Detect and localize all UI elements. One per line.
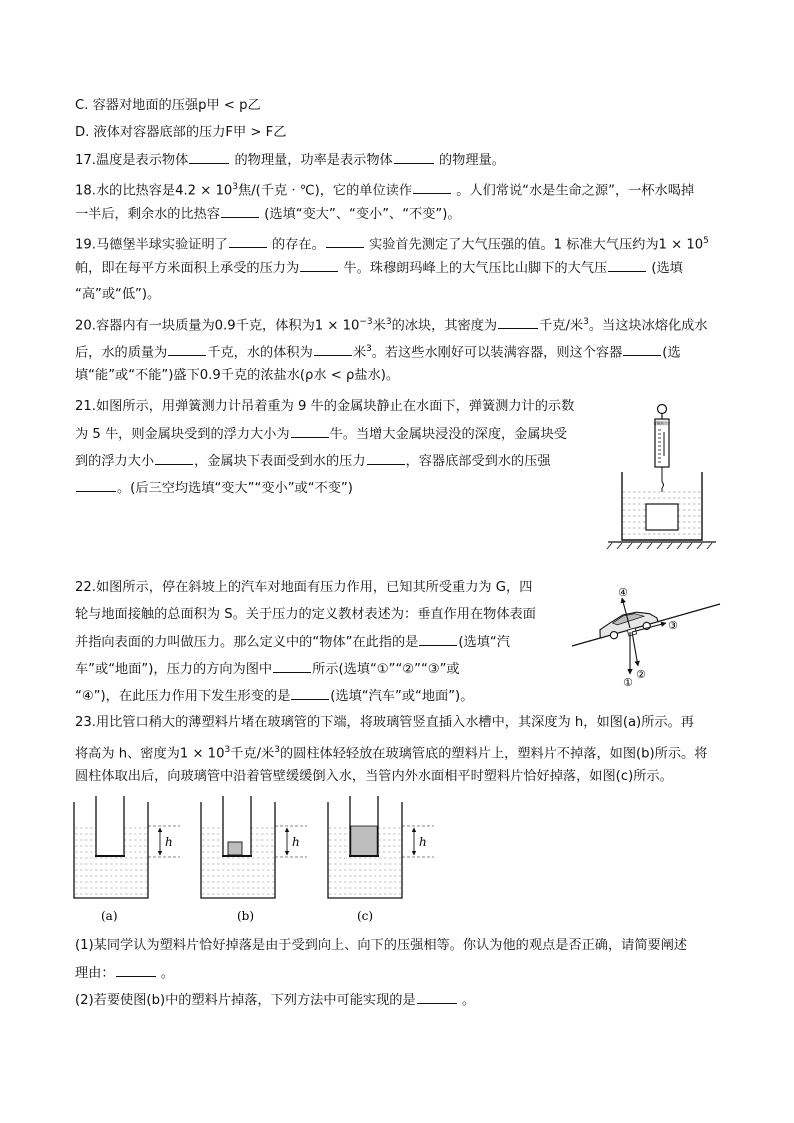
answer-blank[interactable] bbox=[155, 452, 193, 465]
caption-c: (c) bbox=[357, 909, 374, 923]
car bbox=[596, 606, 659, 642]
scale-label-text: 弹簧测力计 bbox=[653, 421, 671, 426]
question-23-sub1-line2: 理由： 。 bbox=[75, 966, 174, 981]
question-22-line5: “④”)，在此压力作用下发生形变的是 (选填“汽车”或“地面”)。 bbox=[75, 689, 474, 704]
answer-blank[interactable] bbox=[417, 991, 457, 1004]
depth-label-c: h bbox=[419, 835, 427, 849]
question-18-line2: 一半后，剩余水的比热容 (选填“变大”、“变小”、“不变”)。 bbox=[75, 207, 461, 222]
question-21-line4: 。(后三空均选填“变大”“变小”或“不变”) bbox=[75, 479, 353, 498]
water-in-tube-c bbox=[351, 826, 377, 856]
answer-blank[interactable] bbox=[300, 259, 338, 272]
answer-blank[interactable] bbox=[221, 205, 259, 218]
question-23-sub2: (2)若要使图(b)中的塑料片掉落，下列方法中可能实现的是 。 bbox=[75, 993, 476, 1008]
question-23-line2: 将高为 h、密度为$1 \times 10^3$千克/米$^3$的圆柱体轻轻放在玻璃管底的塑料片上，塑料片不掉落，如图(b)所示。将 bbox=[75, 745, 708, 762]
figure-c bbox=[328, 796, 434, 923]
question-22-line2: 轮与地面接触的总面积为 S。关于压力的定义教材表述为：垂直作用在物体表面 bbox=[75, 607, 536, 622]
question-19-line1: 19.马德堡半球实验证明了 的存在。 实验首先测定了大气压强的值。1 标准大气压约为$1 \times 10^5$ bbox=[75, 236, 709, 253]
question-20-line3: 填“能”或“不能”)盛下0.9千克的浓盐水(ρ水 < ρ盐水)。 bbox=[75, 368, 400, 383]
answer-blank[interactable] bbox=[291, 687, 329, 700]
spring-scale-body bbox=[655, 419, 669, 467]
question-19-line3: “高”或“低”)。 bbox=[75, 287, 161, 302]
question-22-line3: 并指向表面的力叫做压力。那么定义中的“物体”在此指的是 (选填“汽 bbox=[75, 635, 510, 650]
answer-blank[interactable] bbox=[291, 425, 329, 438]
caption-a: (a) bbox=[101, 909, 118, 923]
question-22-line1: 22.如图所示，停在斜坡上的汽车对地面有压力作用，已知其所受重力为 G，四 bbox=[75, 580, 533, 595]
caption-b: (b) bbox=[237, 909, 255, 923]
question-23-line3: 圆柱体取出后，向玻璃管中沿着管壁缓缓倒入水，当管内外水面相平时塑料片恰好掉落，如图(c)所示。 bbox=[75, 769, 673, 784]
depth-label-a: h bbox=[165, 835, 173, 849]
answer-blank[interactable] bbox=[116, 964, 156, 977]
figure-b bbox=[201, 796, 307, 923]
answer-blank[interactable] bbox=[314, 343, 352, 356]
answer-blank[interactable] bbox=[498, 316, 538, 329]
answer-blank[interactable] bbox=[273, 660, 311, 673]
answer-blank[interactable] bbox=[419, 633, 457, 646]
question-19-line2: 帕，即在每平方米面积上承受的压力为 牛。珠穆朗玛峰上的大气压比山脚下的大气压 (选填 bbox=[75, 261, 683, 276]
metal-block bbox=[646, 504, 678, 530]
figure-a bbox=[74, 796, 180, 923]
arrow-label-4: ④ bbox=[618, 586, 628, 599]
answer-blank[interactable] bbox=[413, 181, 451, 194]
answer-blank[interactable] bbox=[623, 343, 661, 356]
answer-blank[interactable] bbox=[229, 235, 267, 248]
answer-blank[interactable] bbox=[326, 235, 364, 248]
question-23-line1: 23.用比管口稍大的薄塑料片堵在玻璃管的下端，将玻璃管竖直插入水槽中，其深度为 h，如图(a)所示。再 bbox=[75, 715, 694, 730]
answer-blank[interactable] bbox=[168, 343, 206, 356]
question-20-line1: 20.容器内有一块质量为0.9千克，体积为$1 \times 10^{-3}$米$^3$的冰块，其密度为 千克/米$^3$。当这块冰熔化成水 bbox=[75, 317, 708, 334]
cylinder-b bbox=[228, 842, 242, 855]
spring-scale-figure bbox=[600, 400, 720, 550]
answer-blank[interactable] bbox=[76, 479, 116, 492]
question-21-line3: 到的浮力大小 ，金属块下表面受到水的压力 ，容器底部受到水的压强 bbox=[75, 454, 551, 469]
question-21-line2: 为 5 牛，则金属块受到的浮力大小为 牛。当增大金属块浸没的深度，金属块受 bbox=[75, 427, 567, 442]
question-22-line4: 车”或“地面”)，压力的方向为图中 所示(选填“①”“②”“③”或 bbox=[75, 662, 460, 677]
question-20-line2: 后，水的质量为 千克，水的体积为 米$^3$。若这些水刚好可以装满容器，则这个容器 (选 bbox=[75, 344, 681, 361]
question-23-sub1-line1: (1)某同学认为塑料片恰好掉落是由于受到向上、向下的压强相等。你认为他的观点是否正确，请简要阐述 bbox=[75, 938, 688, 953]
tube-figures bbox=[68, 796, 468, 926]
question-21-line1: 21.如图所示，用弹簧测力计吊着重为 9 牛的金属块静止在水面下，弹簧测力计的示数 bbox=[75, 399, 575, 414]
answer-blank[interactable] bbox=[394, 151, 434, 164]
question-17: 17.温度是表示物体 的物理量，功率是表示物体 的物理量。 bbox=[75, 153, 505, 168]
arrow-label-3: ③ bbox=[668, 619, 678, 632]
scale-ring bbox=[658, 405, 667, 414]
option-d: D. 液体对容器底部的压力F甲 > F乙 bbox=[75, 125, 287, 140]
option-c: C. 容器对地面的压强p甲 < p乙 bbox=[75, 98, 261, 113]
glass-tube-a bbox=[96, 796, 124, 856]
arrow-label-2: ② bbox=[636, 668, 646, 681]
question-18-line1: 18.水的比热容是$4.2 \times 10^3$焦/(千克 · ℃)，它的单位读作 。人们常说“水是生命之源”，一杯水喝掉 bbox=[75, 182, 695, 199]
car-slope-figure bbox=[568, 582, 728, 692]
depth-label-b: h bbox=[292, 835, 300, 849]
arrow-label-1: ① bbox=[623, 676, 633, 689]
answer-blank[interactable] bbox=[189, 151, 229, 164]
answer-blank[interactable] bbox=[608, 259, 646, 272]
answer-blank[interactable] bbox=[367, 452, 405, 465]
arrow-2 bbox=[632, 632, 638, 666]
